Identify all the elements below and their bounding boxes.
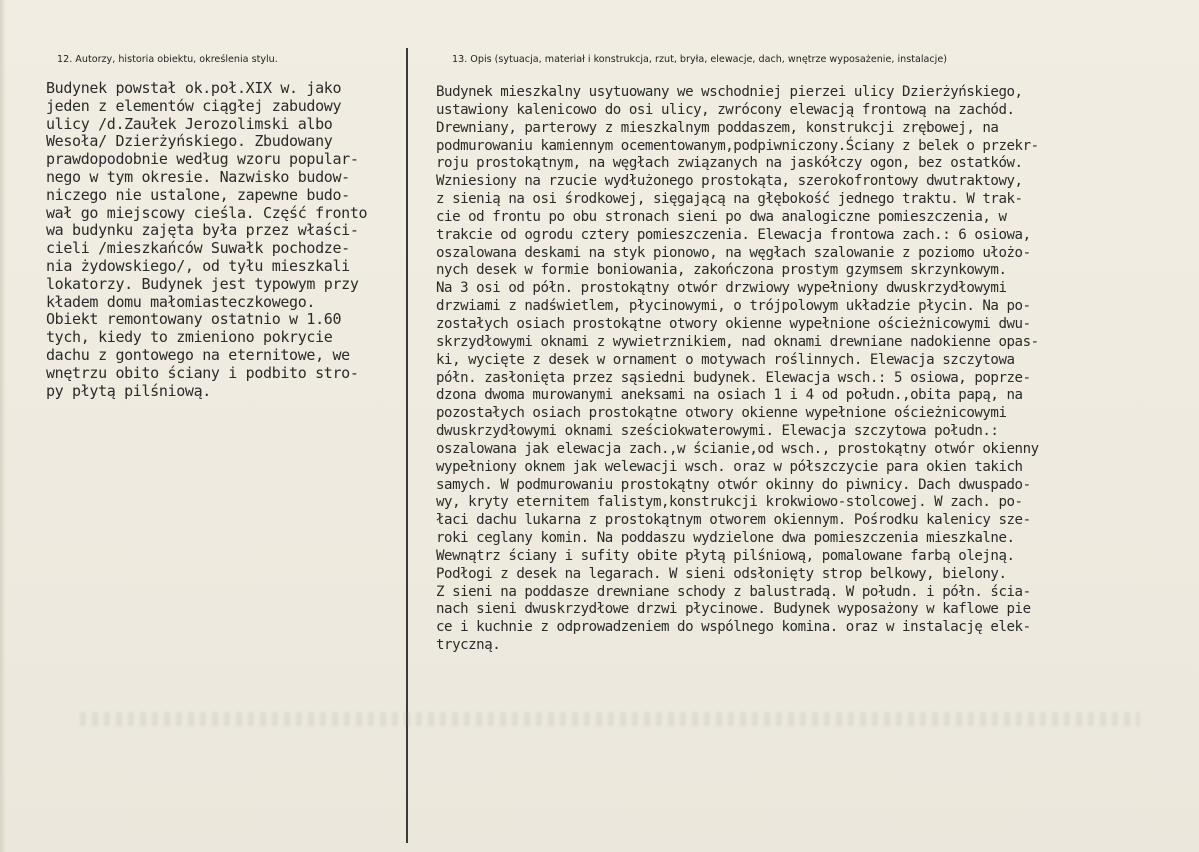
description-text: Budynek mieszkalny usytuowany we wschodniej pierzei ulicy Dzierżyńskiego, ustawiony kalenicowo do osi ulicy, zwrócony elewacją frontową na zachód. Drewniany, parterowy z mieszkalnym poddaszem, konstrukcji zrębowej, na podmurowaniu kamiennym ocementowanym,podpiwniczony.Ściany z belek o przekr- roju prostokątnym, na węgłach związanych na jaskółczy ogon, bez ostatków. Wzniesiony na rzucie wydłużonego prostokąta, szerokofrontowy dwutraktowy, z sienią na osi środkowej, sięgającą na głębokość jednego traktu. W trak- cie od frontu po obu stronach sieni po dwa analogiczne pomieszczenia, w trakcie od ogrodu cztery pomieszczenia. Elewacja frontowa zach.: 6 osiowa, oszalowana deskami na styk pionowo, na węgłach szalowanie z poziomo ułożo- nych desek w formie boniowania, zakończona prostym gzymsem skrzynkowym. Na 3 osi od półn. prostokątny otwór drzwiowy wypełniony dwuskrzydłowymi drzwiami z nadświetlem, płycinowymi, o trójpolowym układzie płycin. Na po- zostałych osiach prostokątne otwory okienne wypełnione ościeżnicowymi dwu- skrzydłowymi oknami z wywietrznikiem, nad oknami drewniane nadokienne opas- ki, wycięte z desek w ornament o motywach roślinnych. Elewacja szczytowa półn. zasłonięta przez sąsiedni budynek. Elewacja wsch.: 5 osiowa, poprze- dzona dwoma murowanymi aneksami na osiach 1 i 4 od połudn.,obita papą, na pozostałych osiach prostokątne otwory okienne wypełnione ościeżnicowymi dwuskrzydłowymi oknami sześciokwaterowymi. Elewacja szczytowa połudn.: oszalowana jak elewacja zach.,w ścianie,od wsch., prostokątny otwór okienny wypełniony oknem jak welewacji wsch. oraz w półszczycie para okien takich samych. W podmurowaniu prostokątny otwór okinny do piwnicy. Dach dwuspado- wy, kryty eternitem falistym,konstrukcji krokwiowo-stolcowej. W zach. po- łaci dachu lukarna z prostokątnym otworem okiennym. Pośrodku kalenicy sze- roki ceglany komin. Na poddaszu wydzielone dwa pomieszczenia mieszkalne. Wewnątrz ściany i sufity obite płytą pilśniową, pomalowane farbą olejną. Podłogi z desek na legarach. W sieni odsłonięty strop belkowy, bielony. Z sieni na poddasze drewniane schody z balustradą. W połudn. i półn. ścia- nach sieni dwuskrzydłowe drzwi płycinowe. Budynek wyposażony w kaflowe pie ce i kuchnie z odprowadzeniem do wspólnego komina. oraz w instalację elek- tryczną. [436, 84, 1039, 654]
section-13-header: 13. Opis (sytuacja, materiał i konstrukcja, rzut, bryła, elewacje, dach, wnętrze wyposażenie, instalacje) [452, 54, 947, 65]
paper-smudge [80, 712, 1140, 726]
section-12-header: 12. Autorzy, historia obiektu, określenia stylu. [57, 54, 278, 65]
history-text: Budynek powstał ok.poł.XIX w. jako jeden z elementów ciągłej zabudowy ulicy /d.Zaułek Jerozolimski albo Wesoła/ Dzierżyńskiego. Zbudowany prawdopodobnie według wzoru popular- nego w tym okresie. Nazwisko budow- niczego nie ustalone, zapewne budo- wał go miejscowy cieśla. Część fronto wa budynku zajęta była przez właści- cieli /mieszkańców Suwałk pochodze- nia żydowskiego/, od tyłu mieszkali lokatorzy. Budynek jest typowym przy kładem domu małomiasteczkowego. Obiekt remontowany ostatnio w 1.60 tych, kiedy to zmieniono pokrycie dachu z gontowego na eternitowe, we wnętrzu obito ściany i podbito stro- py płytą pilśniową. [46, 79, 368, 400]
paper-edge [0, 0, 6, 852]
